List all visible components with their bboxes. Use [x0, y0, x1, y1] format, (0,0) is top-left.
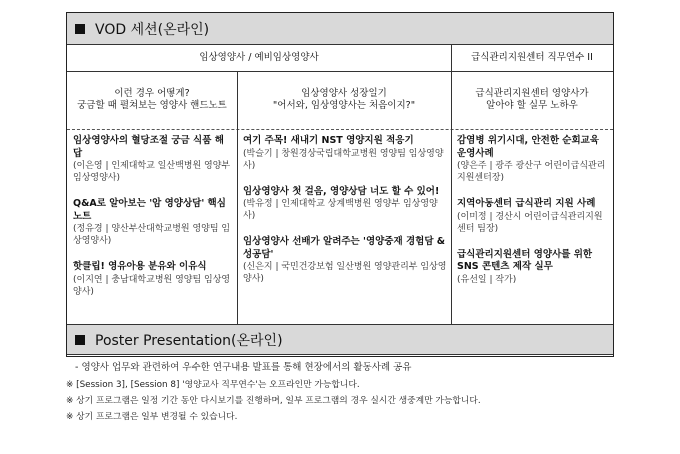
poster-section-title: Poster Presentation(온라인) — [95, 332, 283, 349]
item-speaker: (이지연 | 충남대학교병원 영양팀 임상영양사) — [73, 274, 231, 297]
col2-header — [237, 71, 451, 129]
list-item — [243, 186, 447, 223]
item-speaker: (양은주 | 광주 광산구 어린이급식관리 지원센터장) — [457, 161, 606, 183]
vod-section-header — [67, 13, 613, 45]
item-speaker: (이미정 | 경산시 어린이급식관리지원센터 팀장) — [457, 211, 603, 234]
item-title: 임상영양사의 혈당조절 궁금 식품 해답 — [73, 135, 224, 159]
group-left-label: 임상영양사 / 예비임상영양사 — [199, 52, 319, 63]
col2-header-line2: "어서와, 임상영양사는 처음이지?" — [272, 100, 416, 111]
group-left-header — [67, 45, 451, 71]
col1-header-line2: 궁금할 때 펼쳐보는 영양사 핸드노트 — [77, 100, 227, 111]
item-title: 감염병 위기시대, 안전한 순회교육 운영사례 — [457, 135, 600, 159]
col2-content — [243, 135, 447, 299]
col3-header — [451, 71, 613, 129]
item-title: 급식관리지원센터 영양사를 위한 SNS 콘텐츠 제작 실무 — [457, 248, 593, 272]
col3-header-line1: 급식관리지원센터 영양사가 — [475, 88, 589, 99]
item-speaker: (박슬기 | 창원경상국립대학교병원 영양팀 임상영양사) — [243, 148, 444, 171]
item-title: 임상영양사 선배가 알려주는 '영양중재 경험담 & 성공담' — [243, 236, 446, 260]
list-item — [457, 198, 609, 235]
item-title: 여기 주목! 새내기 NST 영양지원 적응기 — [243, 135, 414, 146]
vod-section-title: VOD 세션(온라인) — [95, 21, 210, 38]
square-bullet-icon — [75, 24, 85, 34]
item-title: 지역아동센터 급식관리 지원 사례 — [457, 198, 596, 209]
col1-header — [67, 71, 237, 129]
list-item — [73, 135, 233, 184]
col3-header-line2: 알아야 할 실무 노하우 — [486, 100, 578, 111]
list-item — [73, 261, 233, 298]
item-speaker: (정유경 | 양산부산대학교병원 영양팀 임상영양사) — [73, 224, 231, 246]
col1-header-line1: 이런 경우 어떻게? — [114, 88, 190, 99]
poster-description: - 영양사 업무와 관련하여 우수한 연구내용 발표를 통해 현장에서의 활동사례 공유 — [75, 362, 412, 373]
list-item — [243, 135, 447, 172]
group-right-header — [451, 45, 613, 71]
program-table — [66, 12, 614, 373]
list-item — [243, 236, 447, 285]
list-item — [457, 135, 609, 184]
col1-content — [73, 135, 233, 312]
item-speaker: (이은영 | 인제대학교 일산백병원 영양부 임상영양사) — [73, 161, 231, 183]
footnote: ※ 상기 프로그램은 일정 기간 동안 다시보기를 진행하며, 일부 프로그램의 경우 실시간 생중계만 가능합니다. — [66, 396, 481, 406]
list-item — [73, 198, 233, 247]
item-speaker: (신은지 | 국민건강보험 일산병원 영양관리부 임상영양사) — [243, 262, 447, 284]
footnote: ※ [Session 3], [Session 8] '영양교사 직무연수'는 오프라인만 가능합니다. — [66, 380, 360, 390]
group-right-label: 급식관리지원센터 직무연수 II — [471, 52, 593, 63]
item-title: 핫클립! 영유아용 분유와 이유식 — [73, 261, 207, 272]
list-item — [457, 249, 609, 286]
item-speaker: (박유정 | 인제대학교 상계백병원 영양부 임상영양사) — [243, 199, 438, 221]
col3-content — [457, 135, 609, 300]
item-title: 임상영양사 첫 걸음, 영양상담 너도 할 수 있어! — [243, 185, 440, 197]
item-title: Q&A로 알아보는 '암 영양상담' 핵심 노트 — [73, 198, 226, 222]
poster-section-header — [67, 324, 613, 355]
footnotes — [66, 377, 481, 425]
footnote: ※ 상기 프로그램은 일부 변경될 수 있습니다. — [66, 412, 238, 422]
col2-header-line1: 임상영양사 성장일기 — [301, 88, 387, 99]
item-speaker: (유선일 | 작가) — [457, 274, 517, 285]
square-bullet-icon — [75, 335, 85, 345]
